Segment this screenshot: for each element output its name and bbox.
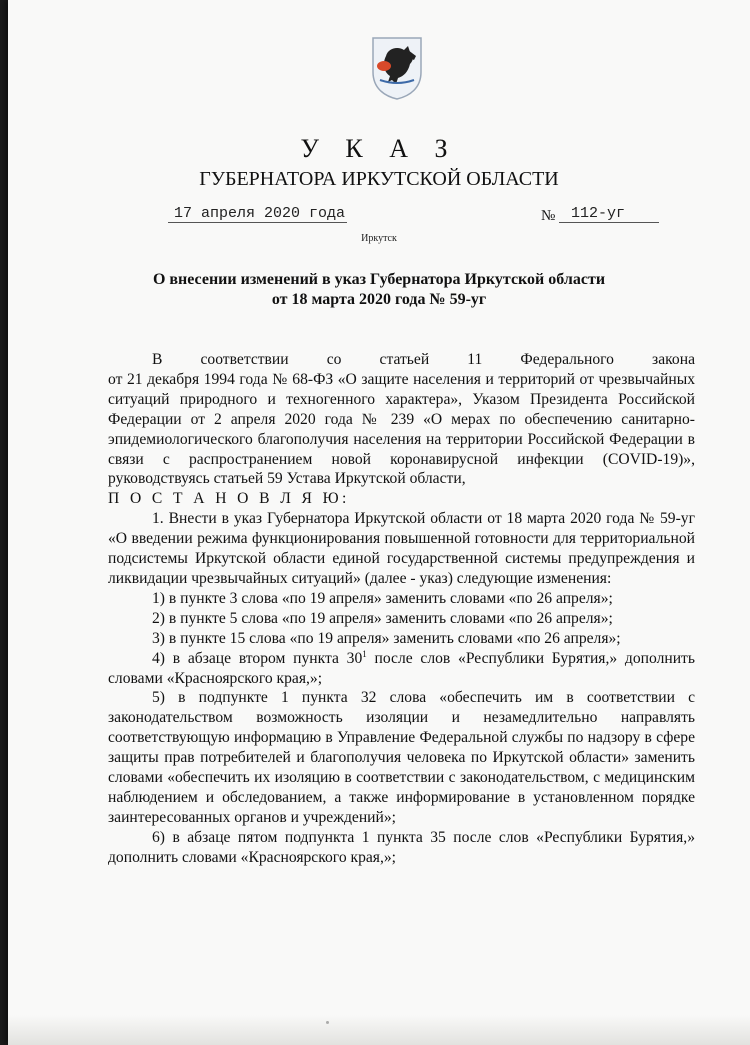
- item-1: 1. Внести в указ Губернатора Иркутской области от 18 марта 2020 года № 59-уг «О введении режима функционирования повышенной готовности для территориальной подсистемы Иркутской области единой государственной системы предупреждения и ликвидации чрезвычайных ситуаций» (далее - указ) следующие изменения:: [108, 510, 695, 587]
- subitem-6: 6) в абзаце пятом подпункта 1 пункта 35 после слов «Республики Бурятия,» дополнить словами «Красноярского края,»;: [108, 828, 695, 866]
- subitem-3: 3) в пункте 15 слова «по 19 апреля» заменить словами «по 26 апреля»;: [152, 629, 621, 647]
- document-title-line-2: от 18 марта 2020 года № 59-уг: [271, 291, 487, 308]
- scan-speck: [326, 1021, 329, 1024]
- subitem-4-superscript: 1: [362, 648, 367, 659]
- subitem-4: [108, 649, 695, 689]
- preamble: от 21 декабря 1994 года № 68-ФЗ «О защите населения и территорий от чрезвычайных ситуаций природного и техногенного характера», Указом Президента Российской Федерации от 2 апреля 2020 года № 239 «О мерах по обеспечению санитарно-эпидемиологического благополучия населения на территории Российской Федерации в связи с распространением новой коронавирусной инфекции (COVID-19)», руководствуясь статьей 59 Устава Иркутской области,: [108, 370, 695, 488]
- decree-date: 17 апреля 2020 года: [168, 205, 347, 223]
- decree-number-label: №: [541, 208, 556, 224]
- subitem-2: 2) в пункте 5 слова «по 19 апреля» заменить словами «по 26 апреля»;: [152, 609, 613, 627]
- subitem-1: 1) в пункте 3 слова «по 19 апреля» заменить словами «по 26 апреля»;: [152, 589, 613, 607]
- decree-number: 112-уг: [559, 205, 659, 223]
- document-type-heading: У К А З: [300, 134, 458, 163]
- document-title-line-1: О внесении изменений в указ Губернатора Иркутской области: [152, 271, 606, 288]
- document-body: [108, 350, 695, 868]
- document-page: [8, 0, 750, 1045]
- subitem-5: 5) в подпункте 1 пункта 32 слова «обеспечить им в соответствии с законодательством возможность изоляции и незамедлительно направлять соответствующую информацию в Управление Федеральной службы по надзору в сфере защиты прав потребителей и благополучия человека по Иркутской области» заменить словами «обеспечить их изоляцию в соответствии с законодательством, с медицинским наблюдением и обследованием, а также информирование в установленном порядке заинтересованных органов и учреждений»;: [108, 689, 695, 826]
- issue-city: Иркутск: [361, 233, 397, 244]
- subitem-4-text-a: 4) в абзаце втором пункта 30: [152, 649, 363, 667]
- subitem-4-text-b: после слов «Республики Бурятия,» дополнить словами «Красноярского края,»;: [108, 649, 695, 687]
- decree-word: П О С Т А Н О В Л Я Ю:: [108, 490, 350, 508]
- preamble-first-line: В соответствии со статьей 11 Федерального закона: [152, 351, 695, 368]
- irkutsk-coat-of-arms-icon: [370, 36, 424, 100]
- document-title: [68, 270, 690, 310]
- issuer-heading: ГУБЕРНАТОРА ИРКУТСКОЙ ОБЛАСТИ: [199, 168, 559, 190]
